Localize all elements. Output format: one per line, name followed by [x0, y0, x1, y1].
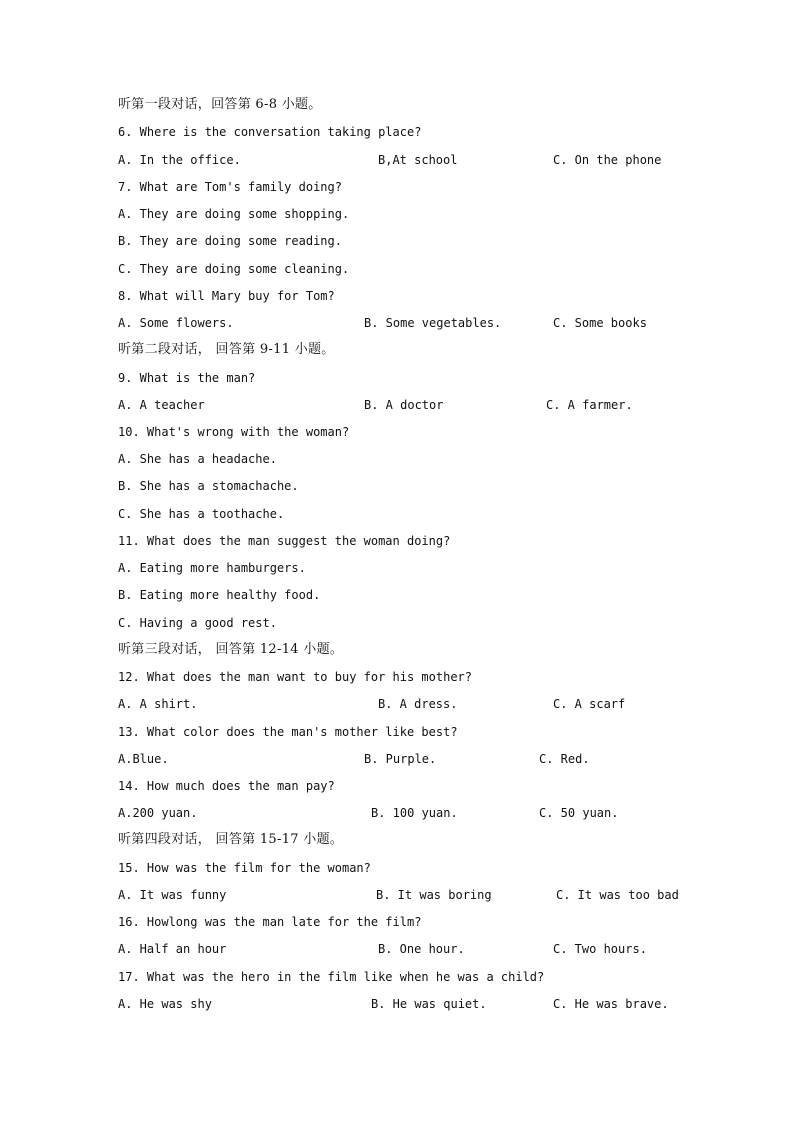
- section-heading-3: 听第三段对话， 回答第 12-14 小题。: [118, 642, 344, 657]
- question-16: 16. Howlong was the man late for the film?: [118, 915, 422, 929]
- option-14c: C. 50 yuan.: [539, 806, 619, 820]
- option-12b: B. A dress.: [378, 697, 458, 711]
- option-14a: A.200 yuan.: [118, 806, 198, 820]
- section-heading-2: 听第二段对话， 回答第 9-11 小题。: [118, 342, 335, 357]
- option-16b: B. One hour.: [378, 942, 465, 956]
- option-8c: C. Some books: [553, 316, 647, 330]
- option-15b: B. It was boring: [376, 888, 492, 902]
- option-9b: B. A doctor: [364, 398, 444, 412]
- option-8b: B. Some vegetables.: [364, 316, 502, 330]
- question-14: 14. How much does the man pay?: [118, 779, 335, 793]
- question-15: 15. How was the film for the woman?: [118, 861, 371, 875]
- option-12c: C. A scarf: [553, 697, 626, 711]
- option-11b: B. Eating more healthy food.: [118, 588, 321, 602]
- option-13a: A.Blue.: [118, 752, 169, 766]
- option-15c: C. It was too bad: [556, 888, 679, 902]
- option-16c: C. Two hours.: [553, 942, 647, 956]
- option-8a: A. Some flowers.: [118, 316, 234, 330]
- question-17: 17. What was the hero in the film like when he was a child?: [118, 970, 545, 984]
- option-11a: A. Eating more hamburgers.: [118, 561, 306, 575]
- option-16a: A. Half an hour: [118, 942, 227, 956]
- option-10c: C. She has a toothache.: [118, 507, 285, 521]
- question-10: 10. What's wrong with the woman?: [118, 425, 350, 439]
- option-13b: B. Purple.: [364, 752, 437, 766]
- option-7a: A. They are doing some shopping.: [118, 207, 350, 221]
- question-7: 7. What are Tom's family doing?: [118, 180, 342, 194]
- option-17a: A. He was shy: [118, 997, 212, 1011]
- question-12: 12. What does the man want to buy for his mother?: [118, 670, 473, 684]
- option-6b: B,At school: [378, 153, 458, 167]
- option-6a: A. In the office.: [118, 153, 241, 167]
- option-13c: C. Red.: [539, 752, 590, 766]
- section-heading-1: 听第一段对话，回答第 6-8 小题。: [118, 97, 322, 112]
- option-11c: C. Having a good rest.: [118, 616, 277, 630]
- question-6: 6. Where is the conversation taking place?: [118, 125, 422, 139]
- option-6c: C. On the phone: [553, 153, 662, 167]
- option-7b: B. They are doing some reading.: [118, 234, 342, 248]
- option-14b: B. 100 yuan.: [371, 806, 458, 820]
- option-15a: A. It was funny: [118, 888, 227, 902]
- option-9c: C. A farmer.: [546, 398, 633, 412]
- option-17c: C. He was brave.: [553, 997, 669, 1011]
- option-10b: B. She has a stomachache.: [118, 479, 299, 493]
- question-13: 13. What color does the man's mother like best?: [118, 725, 458, 739]
- option-9a: A. A teacher: [118, 398, 205, 412]
- option-17b: B. He was quiet.: [371, 997, 487, 1011]
- section-heading-4: 听第四段对话， 回答第 15-17 小题。: [118, 832, 344, 847]
- option-7c: C. They are doing some cleaning.: [118, 262, 350, 276]
- question-11: 11. What does the man suggest the woman doing?: [118, 534, 451, 548]
- question-9: 9. What is the man?: [118, 371, 256, 385]
- question-8: 8. What will Mary buy for Tom?: [118, 289, 335, 303]
- option-12a: A. A shirt.: [118, 697, 198, 711]
- option-10a: A. She has a headache.: [118, 452, 277, 466]
